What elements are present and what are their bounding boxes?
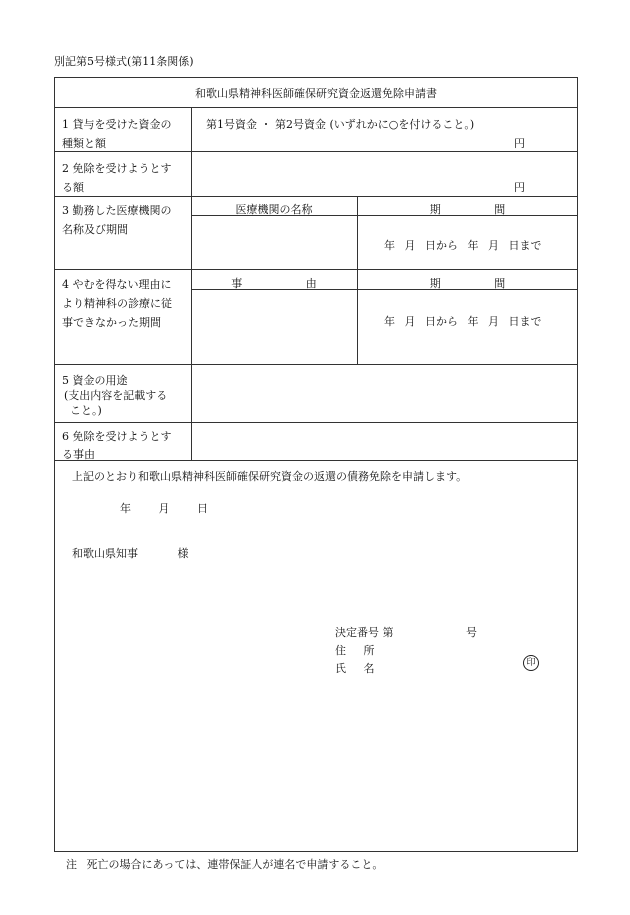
row3-label-line2: 名称及び期間 — [62, 223, 128, 236]
fund-type-options[interactable]: 第1号資金 ・ 第2号資金 (いずれかに○を付けること。) — [206, 118, 475, 131]
addressee: 和歌山県知事 様 — [72, 547, 189, 560]
row-divider-3 — [54, 269, 578, 270]
row2-amount-unit: 円 — [514, 181, 525, 194]
row6-label-line1: 6 免除を受けようとす — [62, 430, 172, 443]
row2-label-line2: る額 — [62, 181, 84, 194]
row-divider-4 — [54, 364, 578, 365]
decision-number-suffix: 号 — [466, 626, 477, 639]
row4-label-line1: 4 やむを得ない理由に — [62, 278, 172, 291]
application-form — [54, 77, 578, 852]
row1-label-line2: 種類と額 — [62, 137, 106, 150]
row3-col-period: 期 間 — [429, 203, 506, 216]
row4-period-range[interactable]: 年 月 日から 年 月 日まで — [384, 315, 542, 328]
application-date[interactable]: 年 月 日 — [120, 502, 208, 515]
row3-label-line1: 3 勤務した医療機関の — [62, 204, 172, 217]
row-divider-1 — [54, 151, 578, 152]
row1-amount-unit: 円 — [514, 137, 525, 150]
row-divider-2 — [54, 196, 578, 197]
row-divider-5 — [54, 422, 578, 423]
decision-number-label: 決定番号 第 — [335, 626, 394, 639]
application-statement: 上記のとおり和歌山県精神科医師確保研究資金の返還の債務免除を申請します。 — [72, 470, 468, 483]
row4-label-line3: 事できなかった期間 — [62, 316, 161, 329]
row6-label-line2: る事由 — [62, 448, 95, 461]
row2-label-line1: 2 免除を受けようとす — [62, 162, 172, 175]
form-style-note: 別記第5号様式(第11条関係) — [54, 55, 194, 68]
row5-label-line3: こと。) — [70, 404, 102, 417]
row3-period-range[interactable]: 年 月 日から 年 月 日まで — [384, 239, 542, 252]
row4-col-period: 期 間 — [429, 277, 506, 290]
row-divider-6 — [54, 460, 578, 461]
address-label: 住 所 — [335, 644, 375, 657]
row5-label-line2: (支出内容を記載する — [64, 389, 168, 402]
title-divider — [54, 107, 578, 108]
name-label: 氏 名 — [335, 662, 375, 675]
row4-col-reason: 事 由 — [231, 277, 317, 290]
row5-label-line1: 5 資金の用途 — [62, 374, 128, 387]
row4-label-line2: より精神科の診療に従 — [62, 297, 172, 310]
seal-mark: 印 — [523, 655, 539, 671]
footnote: 注 死亡の場合にあっては、連帯保証人が連名で申請すること。 — [66, 858, 384, 871]
row1-label-line1: 1 貸与を受けた資金の — [62, 118, 172, 131]
form-title: 和歌山県精神科医師確保研究資金返還免除申請書 — [195, 87, 437, 100]
row3-col-institution-name: 医療機関の名称 — [235, 203, 313, 216]
